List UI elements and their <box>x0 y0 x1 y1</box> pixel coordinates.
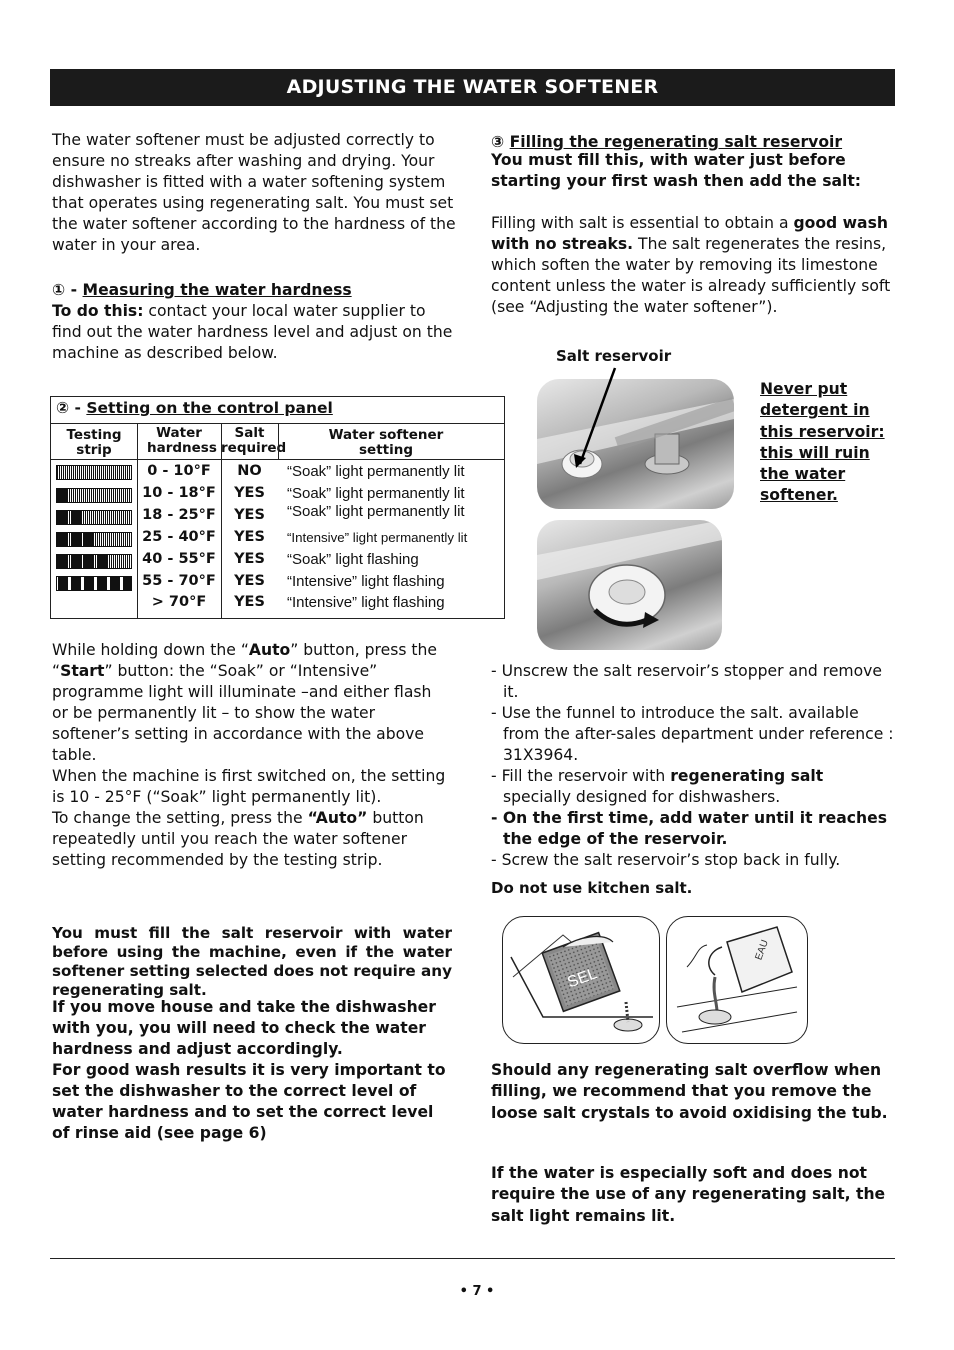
col-header-setting: Water softener setting <box>278 423 504 460</box>
setting-value: “Soak” light permanently lit <box>287 503 465 520</box>
section-banner: ADJUSTING THE WATER SOFTENER <box>50 69 895 106</box>
intro-paragraph <box>52 130 457 256</box>
stopper-photo-art <box>537 520 722 650</box>
setting-value: “Soak” light permanently lit <box>287 463 465 480</box>
auto-label: “Auto” <box>307 809 368 827</box>
hardness-value: 55 - 70°F <box>142 573 216 589</box>
step-funnel: - Use the funnel to introduce the salt. available from the after-sales department under reference : 31X3964. <box>491 704 894 764</box>
kitchen-salt-warning: Do not use kitchen salt. <box>491 879 693 897</box>
salt-value: YES <box>234 529 265 545</box>
hardness-value: 0 - 10°F <box>147 463 211 479</box>
step-2-number: ② - <box>56 399 87 417</box>
col-header-salt: Salt required <box>221 423 278 460</box>
salt-value: YES <box>234 551 265 567</box>
measuring-section <box>52 280 457 364</box>
water-pour-art <box>667 917 807 1043</box>
filling-heading: Filling the regenerating salt reservoir <box>509 133 843 151</box>
page-number: • 7 • <box>459 1284 495 1299</box>
setting-value: “Intensive” light flashing <box>287 594 445 611</box>
salt-value: YES <box>234 594 265 610</box>
filling-section <box>491 132 896 152</box>
intro-text: The water softener must be adjusted correctly to ensure no streaks after washing and drying. Your dishwasher is fitted with a water softening system that operates using regenerating salt. You must set the water softener according to the hardness of the water in your area. <box>52 131 456 254</box>
setting-value: “Intensive” light flashing <box>287 573 445 590</box>
salt-reservoir-photo <box>537 379 734 509</box>
pointer-arrow <box>570 366 630 471</box>
hardness-value: 18 - 25°F <box>142 507 216 523</box>
table-row <box>51 529 504 551</box>
step-screw: - Screw the salt reservoir’s stop back in fully. <box>491 851 841 869</box>
start-label: Start <box>60 662 105 680</box>
footer-divider <box>50 1258 895 1259</box>
salt-essential-paragraph: Filling with salt is essential to obtain a good wash with no streaks. The salt regenerates the resins, which soften the water by removing its limestone content unless the water is already sufficiently soft (see “Adjusting the water softener”). <box>491 214 891 316</box>
good-wash-note: For good wash results it is very important to set the dishwasher to the correct level of water hardness and to set the correct level of rinse aid (see page 6) <box>52 1061 446 1142</box>
table-title <box>51 397 504 424</box>
salt-pour-art <box>503 917 659 1043</box>
move-house-note: If you move house and take the dishwasher with you, you will need to check the water hardness and adjust accordingly. <box>52 998 436 1058</box>
fill-warning: You must fill the salt reservoir with water before using the machine, even if the water softener setting selected does not require any regenerating salt. <box>52 924 452 999</box>
auto-instructions: While holding down the “Auto” button, press the “Start” button: the “Soak” or “Intensive” programme light will illuminate –and either flash or be permanently lit – to show the water softener’s setting in accordance with the above table. When the machine is first switched on, the setting is 10 - 25°F (“Soak” light permanently lit). To change the setting, press the “Auto” button repeatedly until you reach the water softener setting recommended by the testing strip. <box>52 640 452 871</box>
step-1-number: ① - <box>52 281 83 299</box>
overflow-note: Should any regenerating salt overflow when filling, we recommend that you remove the loose salt crystals to avoid oxidising the tub. <box>491 1061 888 1122</box>
testing-strip-icon <box>56 488 132 503</box>
hardness-value: > 70°F <box>151 594 207 610</box>
col-header-hardness: Water hardness <box>137 423 221 460</box>
table-row <box>51 594 504 616</box>
table-row <box>51 503 504 529</box>
todo-lead: To do this: <box>52 302 144 320</box>
setting-value: “Soak” light permanently lit <box>287 485 465 502</box>
column-divider <box>278 423 279 459</box>
salt-value: YES <box>234 573 265 589</box>
col-header-strip: Testing strip <box>51 423 137 460</box>
salt-value: YES <box>234 507 265 523</box>
hardness-table <box>50 396 505 619</box>
eau-label: EAU <box>753 938 771 962</box>
salt-pour-illustration <box>502 916 660 1044</box>
first-switch-text: When the machine is first switched on, the setting is 10 - 25°F (“Soak” light permanently lit). <box>52 767 446 806</box>
setting-value: “Intensive” light permanently lit <box>287 530 468 545</box>
testing-strip-icon <box>56 465 132 480</box>
filling-lead: You must fill this, with water just before starting your first wash then add the salt: <box>491 151 862 190</box>
testing-strip-icon <box>56 510 132 525</box>
control-panel-heading: Setting on the control panel <box>86 399 333 417</box>
salt-value: NO <box>237 463 262 479</box>
hardness-value: 25 - 40°F <box>142 529 216 545</box>
step-first-time: - On the first time, add water until it reaches the edge of the reservoir. <box>491 809 887 848</box>
measuring-text: contact your local water supplier to find out the water hardness level and adjust on the machine as described below. <box>52 302 453 362</box>
step-fill: - Fill the reservoir with regenerating salt specially designed for dishwashers. <box>491 767 824 806</box>
sel-label: SEL <box>565 965 600 992</box>
salt-reservoir-label: Salt reservoir <box>556 347 672 365</box>
detergent-warning: Never put detergent in this reservoir: this will ruin the water softener. <box>760 380 885 505</box>
setting-value: “Soak” light flashing <box>287 551 419 568</box>
stopper-photo <box>537 520 722 650</box>
salt-steps <box>491 661 896 871</box>
measuring-heading: Measuring the water hardness <box>82 281 352 299</box>
hardness-value: 10 - 18°F <box>142 485 216 501</box>
testing-strip-icon <box>56 532 132 547</box>
hardness-value: 40 - 55°F <box>142 551 216 567</box>
table-row <box>51 573 504 595</box>
table-row <box>51 551 504 573</box>
step-unscrew: - Unscrew the salt reservoir’s stopper and remove it. <box>491 662 882 701</box>
salt-value: YES <box>234 485 265 501</box>
step-3-number: ③ <box>491 133 510 151</box>
table-row <box>51 463 504 485</box>
water-pour-illustration <box>666 916 808 1044</box>
testing-strip-icon <box>56 576 132 591</box>
salt-reservoir-photo-art <box>537 379 734 509</box>
soft-water-note: If the water is especially soft and does not require the use of any regenerating salt, the salt light remains lit. <box>491 1164 886 1225</box>
auto-label: Auto <box>248 641 291 659</box>
testing-strip-icon <box>56 554 132 569</box>
bold-notes <box>52 997 452 1144</box>
